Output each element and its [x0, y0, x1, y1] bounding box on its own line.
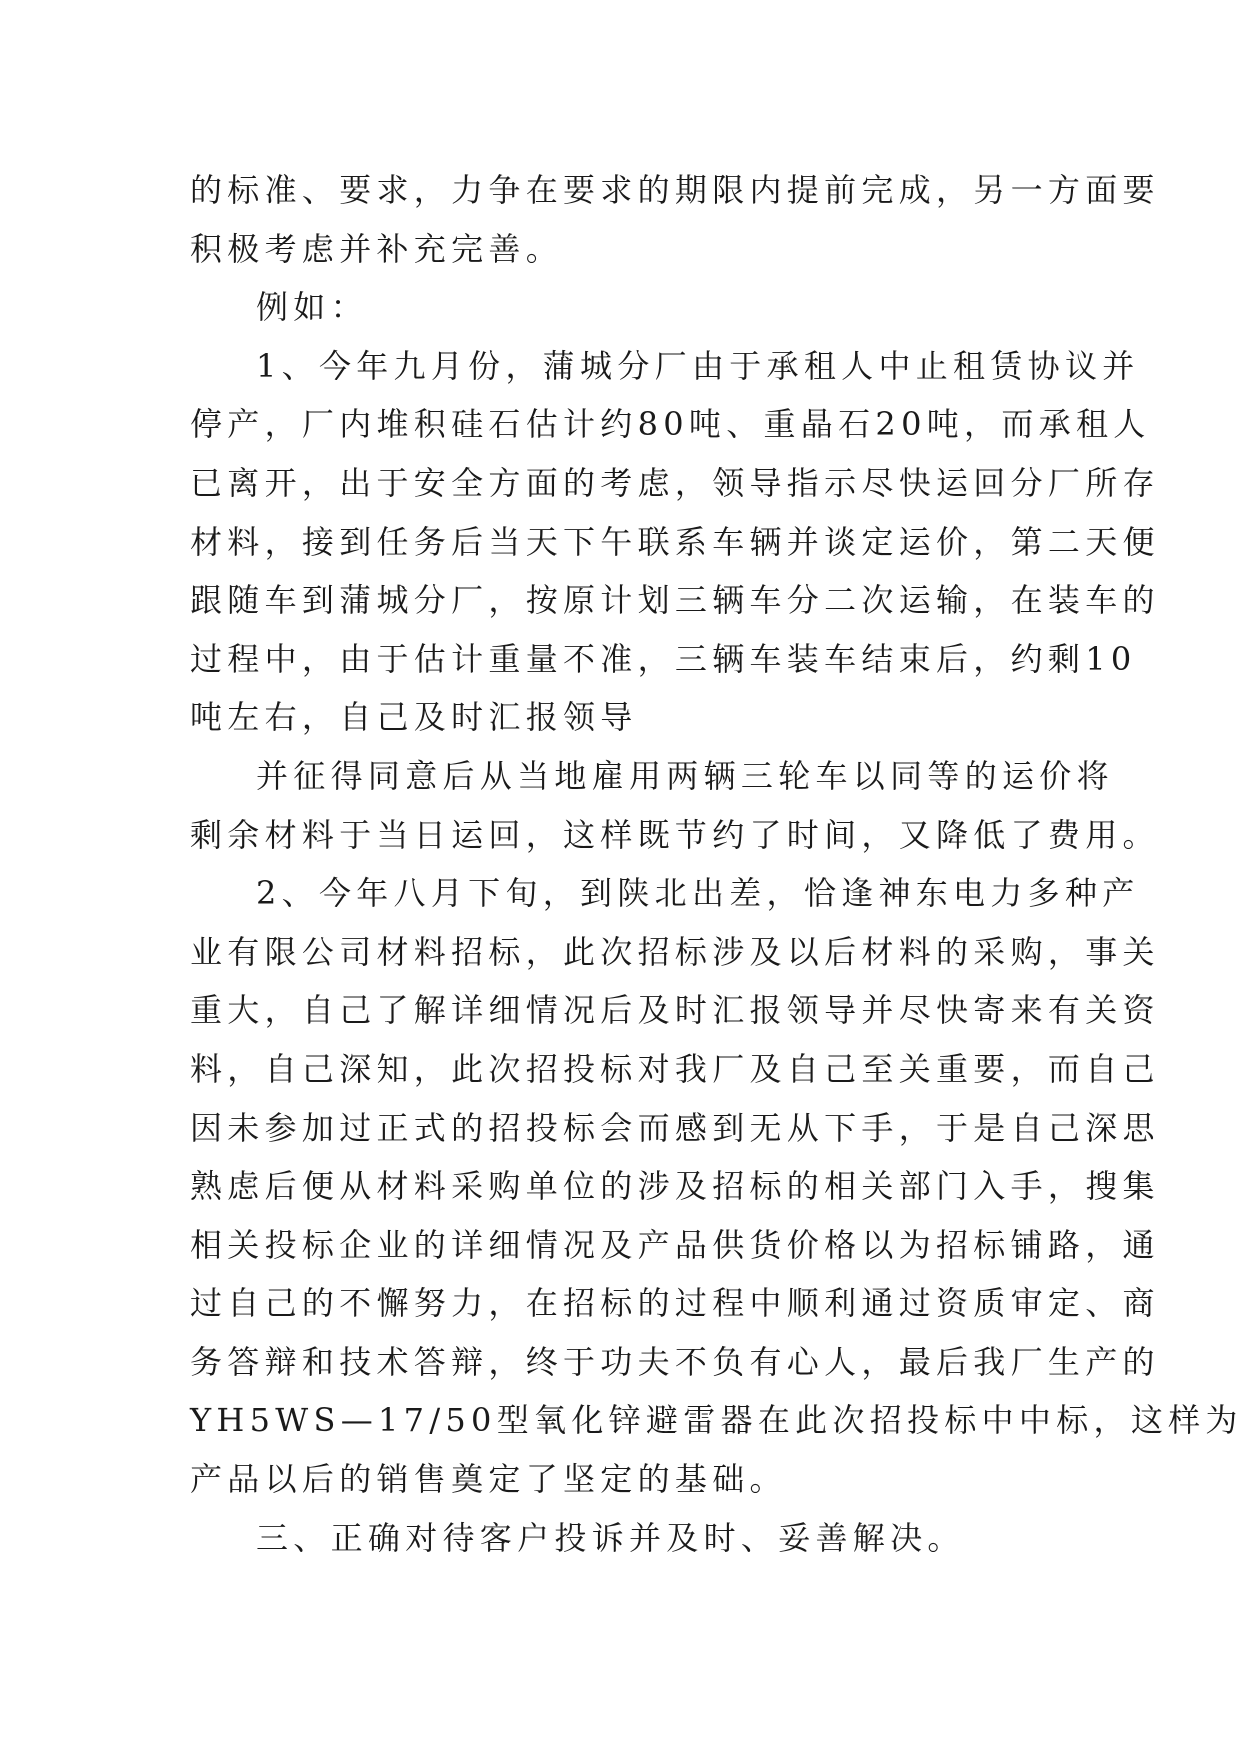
text-line: 积极考虑并补充完善。	[190, 229, 564, 268]
text-line: 跟随车到蒲城分厂，按原计划三辆车分二次运输，在装车的	[190, 581, 1160, 620]
text-line: 因未参加过正式的招投标会而感到无从下手，于是自己深思	[190, 1108, 1160, 1147]
text-line: 重大，自己了解详细情况后及时汇报领导并尽快寄来有关资	[190, 991, 1160, 1030]
text-line: YH5WS—17/50型氧化锌避雷器在此次招投标中中标，这样为	[190, 1401, 1243, 1440]
text-line: 的标准、要求，力争在要求的期限内提前完成，另一方面要	[190, 171, 1160, 209]
text-line: 1、今年九月份，蒲城分厂由于承租人中止租赁协议并	[256, 346, 1140, 385]
text-line: 相关投标企业的详细情况及产品供货价格以为招标铺路，通	[190, 1225, 1160, 1264]
text-line: 产品以后的销售奠定了坚定的基础。	[190, 1460, 787, 1499]
text-line: 过自己的不懈努力，在招标的过程中顺利通过资质审定、商	[190, 1284, 1160, 1323]
text-line: 业有限公司材料招标，此次招标涉及以后材料的采购，事关	[190, 932, 1160, 971]
text-line: 2、今年八月下旬，到陕北出差，恰逢神东电力多种产	[256, 874, 1140, 913]
text-line: 务答辩和技术答辩，终于功夫不负有心人，最后我厂生产的	[190, 1342, 1160, 1381]
text-line: 过程中，由于估计重量不准，三辆车装车结束后，约剩10	[190, 639, 1137, 678]
text-line: 熟虑后便从材料采购单位的涉及招标的相关部门入手，搜集	[190, 1167, 1160, 1206]
text-line: 停产，厂内堆积硅石估计约80吨、重晶石20吨，而承租人	[190, 405, 1151, 444]
text-line: 例如：	[256, 288, 368, 327]
text-line: 并征得同意后从当地雇用两辆三轮车以同等的运价将	[256, 756, 1114, 795]
text-line: 吨左右，自己及时汇报领导	[190, 698, 638, 737]
document-body	[190, 161, 1243, 1567]
text-line: 材料，接到任务后当天下午联系车辆并谈定运价，第二天便	[190, 522, 1160, 561]
text-line: 剩余材料于当日运回，这样既节约了时间，又降低了费用。	[190, 815, 1160, 854]
text-line: 三、正确对待客户投诉并及时、妥善解决。	[256, 1518, 965, 1557]
text-line: 料，自己深知，此次招投标对我厂及自己至关重要，而自己	[190, 1049, 1160, 1088]
text-line: 已离开，出于安全方面的考虑，领导指示尽快运回分厂所存	[190, 463, 1160, 502]
